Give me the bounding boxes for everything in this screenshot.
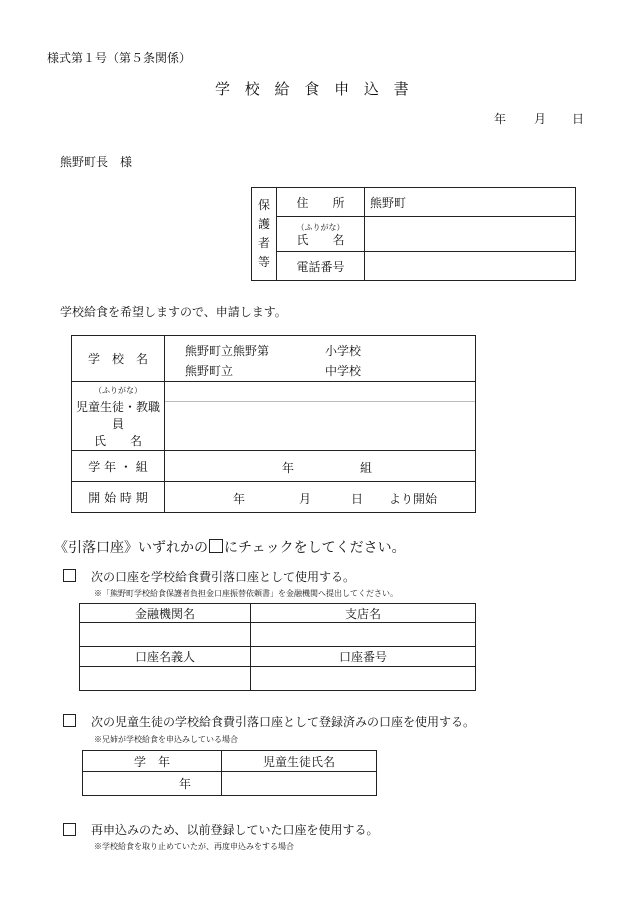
- grade-class-unit: 組: [360, 461, 373, 475]
- date-day: 日: [572, 112, 585, 126]
- option2-checkbox[interactable]: [63, 714, 76, 727]
- school-line2-suffix: 中学校: [325, 364, 362, 378]
- option3-text: 再申込みのため、以前登録していた口座を使用する。: [91, 823, 379, 837]
- start-suffix: より開始: [389, 492, 438, 506]
- sibling-grade-field[interactable]: [83, 772, 222, 796]
- address-label: 住 所: [277, 188, 365, 217]
- guardian-side-label: 保 護 者 等: [252, 188, 277, 281]
- branch-name-field[interactable]: [251, 623, 476, 647]
- guardian-name-label: 氏 名: [296, 233, 345, 247]
- branch-name-label: 支店名: [251, 604, 476, 623]
- school-field[interactable]: [165, 336, 476, 382]
- account-holder-field[interactable]: [80, 667, 251, 691]
- school-line1-suffix: 小学校: [325, 344, 362, 358]
- option2-text: 次の児童生徒の学校給食費引落口座として登録済みの口座を使用する。: [91, 715, 476, 729]
- option1-note: ※「熊野町学校給食保護者負担金口座振替依頼書」を金融機関へ提出してください。: [94, 589, 398, 598]
- name-label-cell: [277, 217, 365, 252]
- bank-table: [79, 603, 476, 691]
- date-month: 月: [534, 112, 547, 126]
- date-year: 年: [494, 112, 507, 126]
- bank-name-label: 金融機関名: [80, 604, 251, 623]
- student-name-label-cell: [72, 382, 165, 451]
- account-number-field[interactable]: [251, 667, 476, 691]
- checkbox-icon: [209, 539, 223, 553]
- form-title: 学 校 給 食 申 込 書: [215, 80, 414, 98]
- student-name-label-2: 氏 名: [93, 434, 142, 448]
- account-number-label: 口座番号: [251, 647, 476, 667]
- school-line2-prefix: 熊野町立: [185, 364, 234, 378]
- grade-class-field[interactable]: [165, 451, 476, 482]
- start-date-field[interactable]: [165, 482, 476, 513]
- student-name-field[interactable]: [165, 382, 476, 451]
- option3-checkbox[interactable]: [63, 823, 76, 836]
- sibling-grade-label: 学 年: [83, 751, 222, 772]
- grade-class-label: 学 年 ・ 組: [72, 451, 165, 482]
- student-table: [71, 335, 476, 513]
- option1-checkbox[interactable]: [63, 569, 76, 582]
- sibling-name-label: 児童生徒氏名: [222, 751, 377, 772]
- school-line1-prefix: 熊野町立熊野第: [185, 344, 270, 358]
- option3-note: ※学校給食を取り止めていたが、再度申込みをする場合: [94, 842, 294, 851]
- sibling-name-field[interactable]: [222, 772, 377, 796]
- student-furigana-label: （ふりがな）: [94, 386, 142, 395]
- form-number: 様式第１号（第５条関係）: [47, 51, 192, 65]
- start-month-unit: 月: [299, 492, 312, 506]
- phone-field[interactable]: [365, 252, 576, 281]
- bank-name-field[interactable]: [80, 623, 251, 647]
- debit-heading: 《引落口座》いずれかの にチェックをしてください。: [54, 540, 406, 556]
- guardian-name-field[interactable]: [365, 217, 576, 252]
- sibling-table: [82, 750, 377, 796]
- phone-label: 電話番号: [277, 252, 365, 281]
- sibling-grade-unit: 年: [178, 777, 191, 791]
- furigana-divider: [165, 401, 475, 402]
- guardian-table: [251, 187, 576, 281]
- start-day-unit: 日: [351, 492, 364, 506]
- addressee: 熊野町長 様: [60, 155, 133, 169]
- address-value: 熊野町: [370, 195, 407, 210]
- option2-note: ※兄姉が学校給食を申込みしている場合: [94, 735, 238, 744]
- option1-text: 次の口座を学校給食費引落口座として使用する。: [91, 570, 356, 584]
- furigana-label: （ふりがな）: [296, 223, 345, 232]
- school-label: 学 校 名: [72, 336, 165, 382]
- grade-year-unit: 年: [282, 461, 295, 475]
- request-text: 学校給食を希望しますので、申請します。: [60, 305, 287, 319]
- address-field[interactable]: [365, 188, 576, 217]
- student-name-label-1: 児童生徒・教職員: [75, 400, 160, 431]
- start-date-label: 開 始 時 期: [72, 482, 165, 513]
- account-holder-label: 口座名義人: [80, 647, 251, 667]
- start-year-unit: 年: [233, 492, 246, 506]
